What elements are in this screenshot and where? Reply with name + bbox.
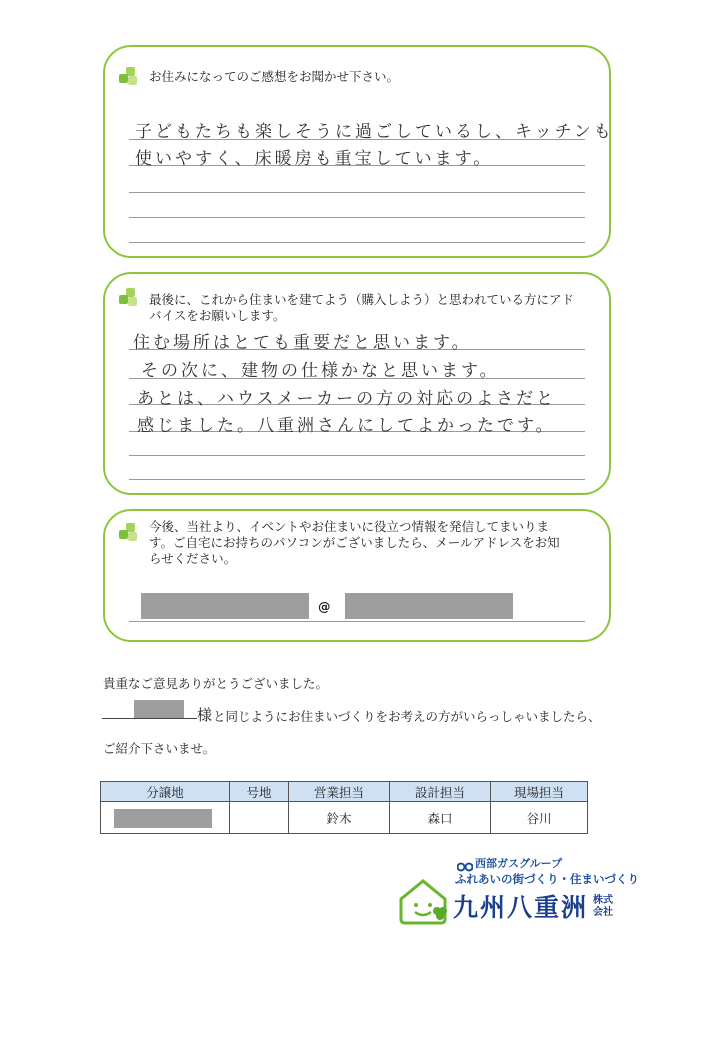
lot-name-redacted	[114, 809, 212, 828]
group-name: 西部ガスグループ	[475, 857, 563, 870]
header-lot-number: 号地	[230, 782, 289, 802]
answer-line	[129, 479, 585, 480]
header-sales: 営業担当	[289, 782, 390, 802]
company-suffix-bottom: 会社	[593, 907, 613, 918]
advice-box	[103, 272, 611, 495]
email-local-part-redacted	[141, 593, 309, 619]
answer-line	[129, 242, 585, 243]
referral-request: ご紹介下さいませ。	[103, 741, 216, 756]
impressions-box	[103, 45, 614, 258]
company-logo	[395, 855, 639, 925]
company-suffix-top: 株式	[593, 895, 613, 906]
advice-answer-line-1: 住む場所はとても重要だと思います。	[133, 333, 472, 353]
cell-lot	[101, 802, 230, 834]
advice-prompt: 最後に、これから住まいを建てよう（購入しよう）と思われている方にアドバイスをお願いします。	[149, 292, 575, 323]
cell-site: 谷川	[491, 802, 588, 834]
green-squares-icon	[119, 523, 141, 545]
email-box	[103, 509, 611, 642]
customer-name-blank	[102, 718, 197, 719]
email-at-sign: @	[318, 599, 331, 614]
green-squares-icon	[119, 67, 141, 89]
green-squares-icon	[119, 288, 141, 310]
answer-line	[129, 217, 585, 218]
table-row	[101, 802, 588, 834]
email-line	[129, 621, 585, 622]
advice-answer-line-4: 感じました。八重洲さんにしてよかったです。	[137, 416, 556, 436]
header-design: 設計担当	[390, 782, 491, 802]
cell-design: 森口	[390, 802, 491, 834]
gas-group-mark-icon	[457, 857, 473, 867]
impressions-prompt: お住みになってのご感想をお聞かせ下さい。	[149, 69, 400, 84]
answer-line	[129, 192, 585, 193]
customer-name-redacted	[134, 700, 184, 718]
referral-text: と同じようにお住まいづくりをお考えの方がいらっしゃいましたら、	[213, 709, 601, 724]
impressions-answer-line-1: 子どもたちも楽しそうに過ごしているし、キッチンも	[135, 122, 614, 142]
advice-answer-line-3: あとは、ハウスメーカーの方の対応のよさだと	[137, 389, 557, 409]
company-tagline: ふれあいの街づくり・住まいづくり	[455, 872, 639, 886]
clover-icon	[431, 905, 449, 923]
cell-lot-number	[230, 802, 289, 834]
table-header-row	[101, 782, 588, 802]
company-name: 九州八重洲	[453, 893, 589, 922]
cell-sales: 鈴木	[289, 802, 390, 834]
header-site: 現場担当	[491, 782, 588, 802]
email-prompt: 今後、当社より、イベントやお住まいに役立つ情報を発信してまいります。ご自宅にお持ちのパソコンがございましたら、メールアドレスをお知らせください。	[149, 519, 560, 566]
answer-line	[129, 455, 585, 456]
impressions-answer-line-2: 使いやすく、床暖房も重宝しています。	[135, 149, 494, 169]
thanks-text: 貴重なご意見ありがとうございました。	[103, 676, 329, 691]
header-lot: 分譲地	[101, 782, 230, 802]
honorific: 様	[197, 706, 213, 724]
advice-answer-line-2: その次に、建物の仕様かなと思います。	[141, 361, 500, 381]
email-domain-redacted	[345, 593, 513, 619]
staff-table	[100, 781, 588, 834]
